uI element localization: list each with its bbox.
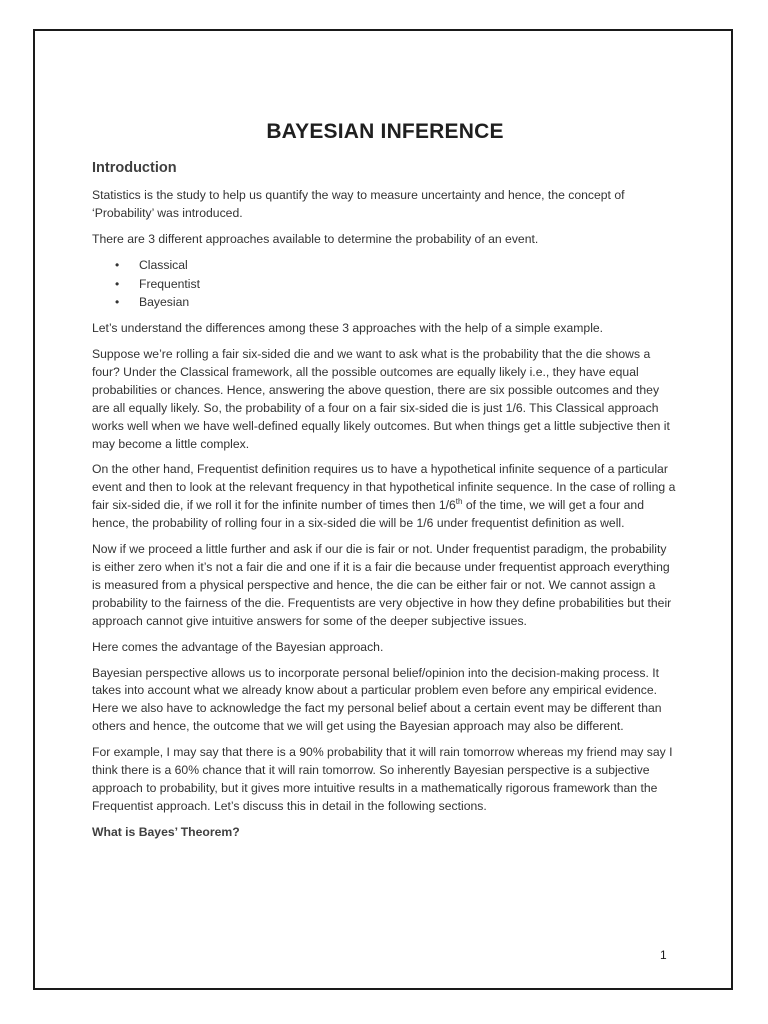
paragraph-example: For example, I may say that there is a 90% probability that it will rain tomorrow whereas my friend may say I think there is a 60% chance that it will rain tomorrow. So inherently Bayesian perspective is a subjective approach to probability, but it gives more intuitive results in a mathematically rigorous framework than the Frequentist approach. Let’s discuss this in detail in the following sections.	[92, 745, 673, 813]
page-number: 1	[660, 948, 667, 962]
bullet-icon: •	[115, 257, 120, 272]
bullet-icon: •	[115, 276, 120, 291]
list-item-label: Classical	[139, 257, 188, 272]
list-item-label: Frequentist	[139, 276, 200, 291]
list-item-label: Bayesian	[139, 295, 190, 310]
paragraph-bayesian-perspective: Bayesian perspective allows us to incorporate personal belief/opinion into the decision-making process. It takes into account what we already know about a particular problem even before any empirical evidence. Here we also have to acknowledge the fact my personal belief about a certain event may be different than others and hence, the outcome that we will get using the Bayesian approach may also be different.	[92, 665, 662, 734]
paragraph-fairness: Now if we proceed a little further and ask if our die is fair or not. Under frequentist paradigm, the probability is either zero when it’s not a fair die and one if it is a fair die because under frequentist approach everything is measured from a physical perspective and hence, the die can be either fair or not. We cannot assign a probability to the fairness of the die. Frequentists are very objective in how they define probabilities but their approach cannot give intuitive answers for some of the deeper subjective issues.	[92, 542, 672, 628]
list-item	[92, 294, 678, 312]
paragraph-approaches: There are 3 different approaches available to determine the probability of an event.	[92, 231, 539, 246]
frequentist-text-start: On the other hand, Frequentist definition requires us to have a hypothetical infinite sequence of a particular event and then to look at the relevant frequency in that hypothetical infinite sequence. In the case of rolling a fair six-sided die, if we roll it for the infinite number of times then 1/6	[92, 462, 676, 513]
paragraph-statistics: Statistics is the study to help us quantify the way to measure uncertainty and hence, the concept of ‘Probability’ was introduced.	[92, 188, 625, 220]
list-item	[92, 276, 678, 294]
bullet-icon: •	[115, 295, 120, 310]
paragraph-advantage: Here comes the advantage of the Bayesian approach.	[92, 639, 384, 654]
frequentist-text-end: of the time, we will get a four and hence, the probability of rolling four in a six-sided die will be 1/6 under frequentist definition as well.	[92, 498, 644, 531]
paragraph-classical: Suppose we’re rolling a fair six-sided die and we want to ask what is the probability that the die shows a four? Under the Classical framework, all the possible outcomes are equally likely i.e., they have equal probabilities or chances. Hence, answering the above question, there are six possible outcomes and they are all equally likely. So, the probability of a four on a fair six-sided die is just 1/6. This Classical approach works well when we have well-defined equally likely outcomes. But when things get a little subjective then it may become a little complex.	[92, 347, 670, 451]
ordinal-superscript: th	[455, 497, 463, 507]
approaches-list	[92, 257, 678, 312]
introduction-heading: Introduction	[92, 160, 177, 176]
list-item	[92, 257, 678, 275]
document-title: BAYESIAN INFERENCE	[266, 120, 504, 143]
bayes-theorem-heading: What is Bayes’ Theorem?	[92, 824, 240, 839]
document-body	[92, 118, 678, 842]
paragraph-differences: Let’s understand the differences among these 3 approaches with the help of a simple example.	[92, 321, 604, 336]
paragraph-frequentist	[92, 461, 678, 533]
